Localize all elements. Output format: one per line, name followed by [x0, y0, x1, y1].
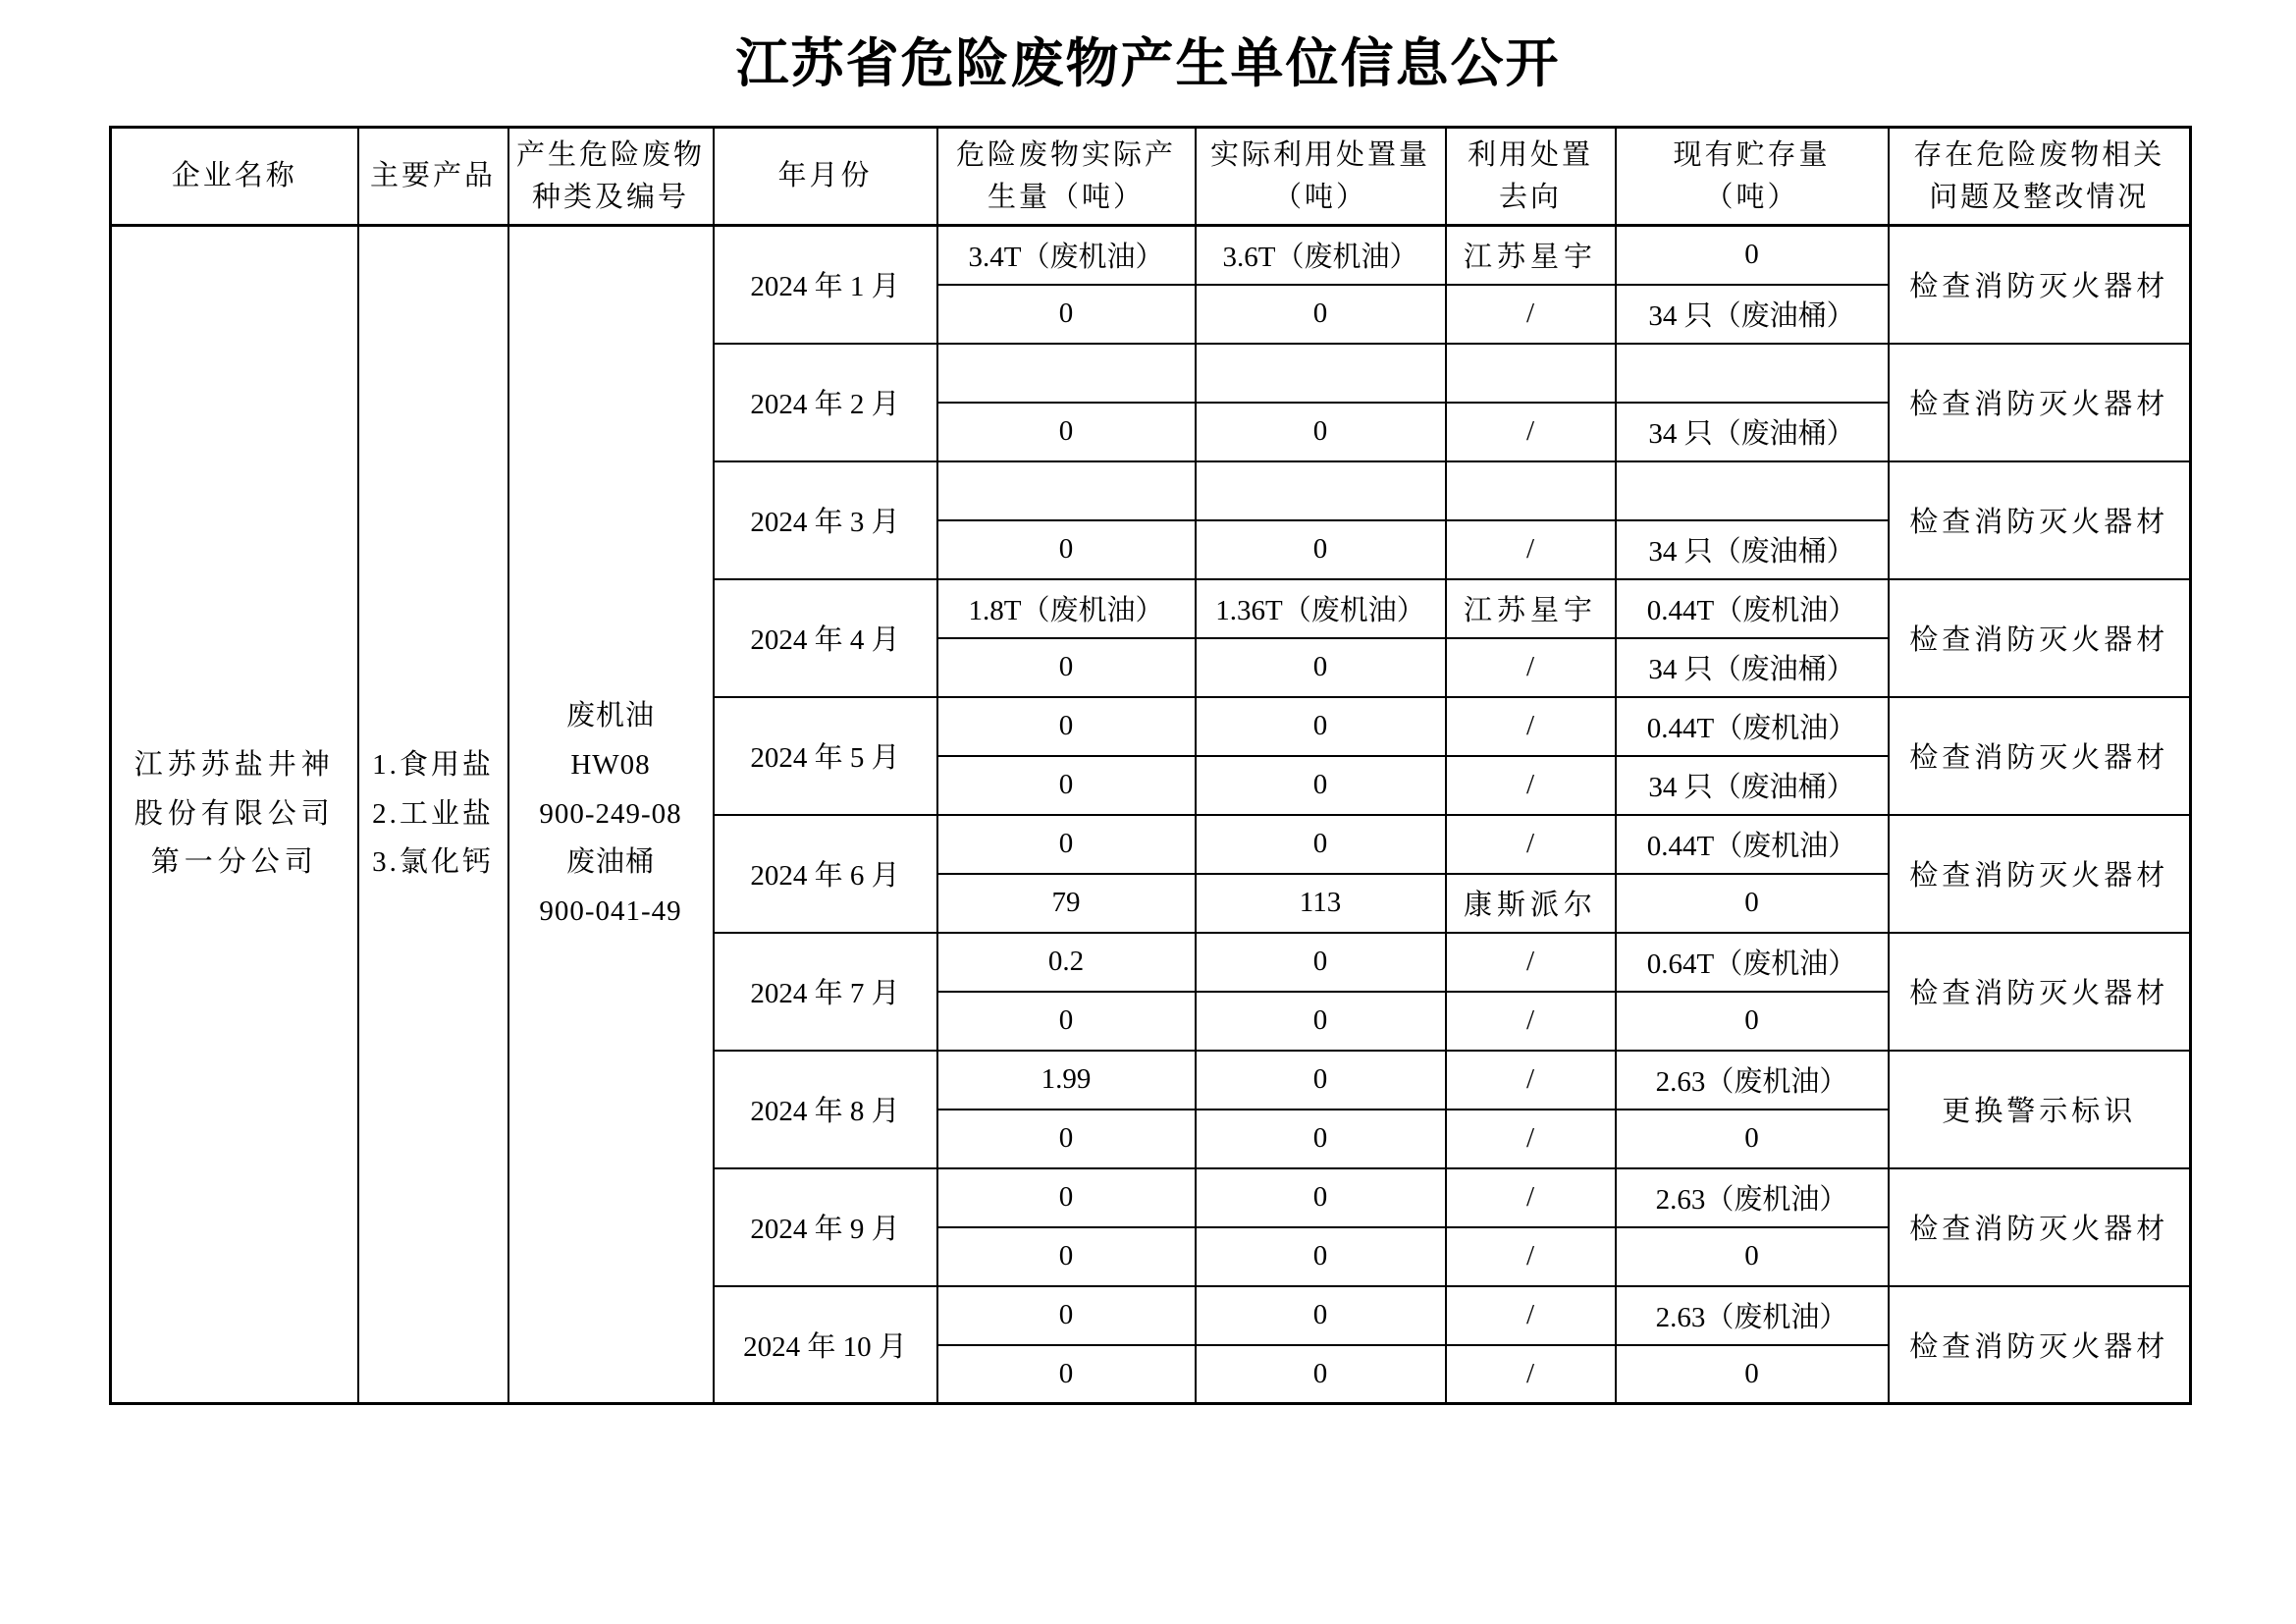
month-label: 2024 年 9 月 [714, 1168, 937, 1286]
disposal-cell: 0 [1196, 1051, 1446, 1110]
destination-cell: / [1446, 1051, 1616, 1110]
destination-cell: / [1446, 403, 1616, 461]
remark-cell: 检查消防灭火器材 [1889, 697, 2191, 815]
disposal-cell: 0 [1196, 1168, 1446, 1227]
destination-cell [1446, 461, 1616, 520]
production-cell: 3.4T（废机油） [937, 226, 1196, 285]
month-label: 2024 年 8 月 [714, 1051, 937, 1168]
company-name-cell: 江苏苏盐井神 股份有限公司 第一分公司 [111, 226, 358, 1404]
destination-cell: / [1446, 992, 1616, 1051]
production-cell: 0 [937, 1286, 1196, 1345]
destination-cell: / [1446, 1110, 1616, 1168]
disposal-cell: 3.6T（废机油） [1196, 226, 1446, 285]
storage-cell: 0 [1616, 1227, 1889, 1286]
header-issues: 存在危险废物相关 问题及整改情况 [1889, 128, 2191, 226]
remark-cell: 检查消防灭火器材 [1889, 226, 2191, 344]
production-cell: 79 [937, 874, 1196, 933]
storage-cell: 2.63（废机油） [1616, 1051, 1889, 1110]
production-cell: 0 [937, 815, 1196, 874]
disposal-cell: 0 [1196, 992, 1446, 1051]
destination-cell [1446, 344, 1616, 403]
storage-cell: 0 [1616, 992, 1889, 1051]
production-cell: 0 [937, 992, 1196, 1051]
production-cell: 0 [937, 1345, 1196, 1404]
header-production: 危险废物实际产 生量（吨） [937, 128, 1196, 226]
storage-cell: 34 只（废油桶） [1616, 756, 1889, 815]
remark-cell: 更换警示标识 [1889, 1051, 2191, 1168]
storage-cell: 2.63（废机油） [1616, 1168, 1889, 1227]
storage-cell: 34 只（废油桶） [1616, 403, 1889, 461]
destination-cell: / [1446, 1286, 1616, 1345]
production-cell: 0 [937, 520, 1196, 579]
disposal-cell: 1.36T（废机油） [1196, 579, 1446, 638]
destination-cell: / [1446, 1345, 1616, 1404]
waste-codes-cell: 废机油 HW08 900-249-08 废油桶 900-041-49 [508, 226, 714, 1404]
header-storage: 现有贮存量 （吨） [1616, 128, 1889, 226]
production-cell: 1.8T（废机油） [937, 579, 1196, 638]
storage-cell: 0 [1616, 1345, 1889, 1404]
table-row [111, 226, 2191, 285]
header-row [111, 128, 2191, 226]
production-cell: 0 [937, 756, 1196, 815]
destination-cell: 康斯派尔 [1446, 874, 1616, 933]
month-label: 2024 年 7 月 [714, 933, 937, 1051]
page-title: 江苏省危险废物产生单位信息公开 [735, 34, 1561, 93]
destination-cell: 江苏星宇 [1446, 226, 1616, 285]
remark-cell: 检查消防灭火器材 [1889, 461, 2191, 579]
storage-cell: 34 只（废油桶） [1616, 638, 1889, 697]
destination-cell: / [1446, 815, 1616, 874]
month-label: 2024 年 1 月 [714, 226, 937, 344]
destination-cell: / [1446, 697, 1616, 756]
destination-cell: / [1446, 933, 1616, 992]
header-month: 年月份 [714, 128, 937, 226]
hazardous-waste-table [109, 126, 2192, 1405]
remark-cell: 检查消防灭火器材 [1889, 815, 2191, 933]
disposal-cell: 0 [1196, 638, 1446, 697]
storage-cell: 0.44T（废机油） [1616, 579, 1889, 638]
disposal-cell: 0 [1196, 815, 1446, 874]
production-cell: 0 [937, 1110, 1196, 1168]
disposal-cell: 113 [1196, 874, 1446, 933]
disposal-cell: 0 [1196, 756, 1446, 815]
production-cell: 0 [937, 285, 1196, 344]
disposal-cell: 0 [1196, 697, 1446, 756]
disposal-cell: 0 [1196, 1286, 1446, 1345]
products-cell: 1.食用盐 2.工业盐 3.氯化钙 [358, 226, 508, 1404]
disposal-cell [1196, 344, 1446, 403]
disposal-cell: 0 [1196, 933, 1446, 992]
production-cell [937, 344, 1196, 403]
month-label: 2024 年 6 月 [714, 815, 937, 933]
month-label: 2024 年 3 月 [714, 461, 937, 579]
production-cell: 0.2 [937, 933, 1196, 992]
remark-cell: 检查消防灭火器材 [1889, 933, 2191, 1051]
remark-cell: 检查消防灭火器材 [1889, 1286, 2191, 1404]
storage-cell [1616, 461, 1889, 520]
disposal-cell [1196, 461, 1446, 520]
storage-cell: 0.64T（废机油） [1616, 933, 1889, 992]
destination-cell: 江苏星宇 [1446, 579, 1616, 638]
header-disposal: 实际利用处置量 （吨） [1196, 128, 1446, 226]
storage-cell [1616, 344, 1889, 403]
disposal-cell: 0 [1196, 520, 1446, 579]
month-label: 2024 年 2 月 [714, 344, 937, 461]
disposal-cell: 0 [1196, 1227, 1446, 1286]
header-products: 主要产品 [358, 128, 508, 226]
month-label: 2024 年 5 月 [714, 697, 937, 815]
destination-cell: / [1446, 638, 1616, 697]
remark-cell: 检查消防灭火器材 [1889, 1168, 2191, 1286]
production-cell: 0 [937, 1168, 1196, 1227]
disposal-cell: 0 [1196, 1110, 1446, 1168]
disposal-cell: 0 [1196, 1345, 1446, 1404]
header-destination: 利用处置 去向 [1446, 128, 1616, 226]
storage-cell: 0.44T（废机油） [1616, 815, 1889, 874]
production-cell: 0 [937, 1227, 1196, 1286]
storage-cell: 2.63（废机油） [1616, 1286, 1889, 1345]
production-cell: 1.99 [937, 1051, 1196, 1110]
header-company: 企业名称 [111, 128, 358, 226]
storage-cell: 34 只（废油桶） [1616, 520, 1889, 579]
production-cell: 0 [937, 403, 1196, 461]
storage-cell: 0 [1616, 226, 1889, 285]
month-label: 2024 年 4 月 [714, 579, 937, 697]
production-cell: 0 [937, 638, 1196, 697]
storage-cell: 0.44T（废机油） [1616, 697, 1889, 756]
destination-cell: / [1446, 1168, 1616, 1227]
month-label: 2024 年 10 月 [714, 1286, 937, 1404]
storage-cell: 0 [1616, 874, 1889, 933]
destination-cell: / [1446, 756, 1616, 815]
remark-cell: 检查消防灭火器材 [1889, 579, 2191, 697]
remark-cell: 检查消防灭火器材 [1889, 344, 2191, 461]
disposal-cell: 0 [1196, 285, 1446, 344]
disposal-cell: 0 [1196, 403, 1446, 461]
production-cell: 0 [937, 697, 1196, 756]
destination-cell: / [1446, 520, 1616, 579]
destination-cell: / [1446, 1227, 1616, 1286]
header-waste-codes: 产生危险废物 种类及编号 [508, 128, 714, 226]
storage-cell: 0 [1616, 1110, 1889, 1168]
production-cell [937, 461, 1196, 520]
storage-cell: 34 只（废油桶） [1616, 285, 1889, 344]
destination-cell: / [1446, 285, 1616, 344]
